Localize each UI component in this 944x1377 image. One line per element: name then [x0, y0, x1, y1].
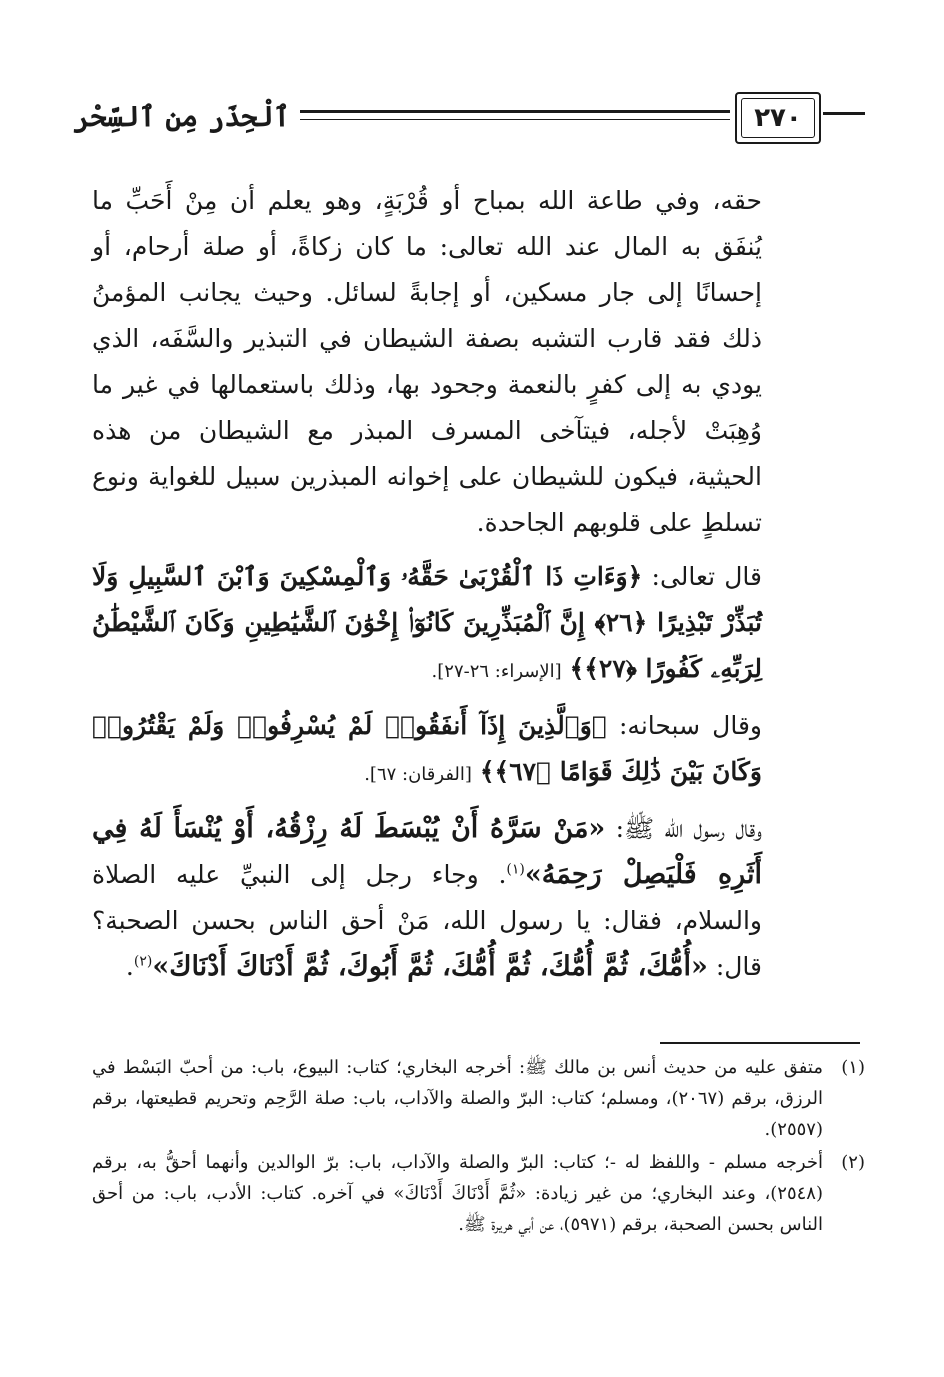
quran-ref-furqan: [الفرقان: ٦٧]. — [364, 764, 472, 785]
quote-2 — [92, 703, 762, 798]
hadith-2-end: . — [125, 952, 134, 981]
quote-2-intro: وقال سبحانه: — [619, 711, 762, 740]
page-number-frame — [735, 92, 821, 144]
page-number: ٢٧٠ — [754, 103, 802, 133]
footnote — [92, 1052, 865, 1145]
page-header — [73, 84, 865, 164]
paragraph-1: حقه، وفي طاعة الله بمباح أو قُرْبَةٍ، وهو يعلم أن مِنْ أَحَبِّ ما يُنفَق به المال عند الله تعالى: ما كان زكاةً، أو صلة أرحام، أو إحسانًا إلى جار مسكين، أو إجابةً لسائل. وحيث يجانب المؤمنُ ذلك فقد قارب التشبه بصفة الشيطان في التبذير والسَّفَه، الذي يودي به إلى كفرٍ بالنعمة وجحود بها، وذلك باستعمالها في غير ما وُهِبَتْ لأجله، فيتآخى المسرف المبذر مع الشيطان من هذه الحيثية، فيكون للشيطان على إخوانه المبذرين سبيل للغواية ونوع تسلطٍ على قلوبهم الجاحدة. — [92, 186, 762, 537]
quote-1 — [92, 554, 762, 695]
footnote-divider — [660, 1042, 860, 1044]
main-text — [92, 178, 762, 998]
quran-verse-isra: ﴿وَءَاتِ ذَا ٱلْقُرْبَىٰ حَقَّهُۥ وَٱلْمِسْكِينَ وَٱبْنَ ٱلسَّبِيلِ وَلَا تُبَذِّرْ تَبْذِيرًا ﴿٢٦﴾ إِنَّ ٱلْمُبَذِّرِينَ كَانُوٓا۟ إِخْوَٰنَ ٱلشَّيَٰطِينِ وَكَانَ ٱلشَّيْطَٰنُ لِرَبِّهِۦ كَفُورًا ﴿٢٧﴾﴾ — [92, 562, 762, 683]
hadith-1-text: «مَنْ سَرَّهُ أَنْ يُبْسَطَ لَهُ رِزْقُهُ، أَوْ يُنْسَأَ لَهُ فِي أَثَرِهِ فَلْيَصِلْ رَحِمَهُ» — [92, 813, 763, 890]
footnote-text: متفق عليه من حديث أنس بن مالك ﷺ: أخرجه البخاري؛ كتاب: البيوع، باب: من أحبّ البَسْط في الرزق، برقم (٢٠٦٧)، ومسلم؛ كتاب: البرّ والصلة والآداب، باب: صلة الرَّحِم وتحريم قطيعتها، برقم (٢٥٥٧). — [92, 1057, 823, 1140]
header-rule-right — [823, 112, 865, 115]
hadith-2-text: «أُمُّكَ، ثُمَّ أُمُّكَ، ثُمَّ أُمُّكَ، ثُمَّ أَبُوكَ، ثُمَّ أَدْنَاكَ أَدْنَاكَ» — [152, 951, 708, 982]
header-rule-left-bottom — [300, 119, 730, 120]
footnote — [92, 1147, 865, 1240]
quran-ref-isra: [الإسراء: ٢٦-٢٧]. — [431, 661, 562, 682]
footnote-ref-2[interactable]: (٢) — [133, 953, 153, 970]
footnote-number: (٢) — [841, 1152, 865, 1173]
quran-verse-furqan: ﴿وَٱلَّذِينَ إِذَآ أَنفَقُوا۟ لَمْ يُسْرِفُوا۟ وَلَمْ يَقْتُرُوا۟ وَكَانَ بَيْنَ ذَٰلِكَ قَوَامًا ﴿٦٧﴾﴾ — [92, 711, 762, 786]
hadith-2-intro: . وجاء رجل إلى النبيِّ عليه الصلاة والسلام، فقال: يا رسول الله، مَنْ أحق الناس بحسن الصحبة؟ قال: — [92, 860, 762, 981]
hadith-1-intro: وقال رسول الله ﷺ: — [615, 814, 763, 843]
footnote-text: أخرجه مسلم - واللفظ له -؛ كتاب: البرّ والصلة والآداب، باب: برّ الوالدين وأنهما أحقُّ به، برقم (٢٥٤٨)، وعند البخاري؛ من غير زيادة: «ثُمَّ أَدْنَاكَ أَدْنَاكَ» في آخره. كتاب: الأدب، باب: من أحق الناس بحسن الصحبة، برقم (٥٩٧١)، عن أبي هريرة ﷺ. — [92, 1152, 823, 1235]
running-title: ٱلْحِذَر مِن ٱلسِّحْر — [73, 100, 290, 133]
footnote-ref-1[interactable]: (١) — [506, 861, 525, 878]
hadith-paragraph — [92, 806, 762, 990]
footnote-number: (١) — [841, 1057, 865, 1078]
quote-1-intro: قال تعالى: — [651, 562, 762, 591]
header-rule-left-top — [300, 110, 730, 113]
footnotes — [92, 1052, 865, 1242]
